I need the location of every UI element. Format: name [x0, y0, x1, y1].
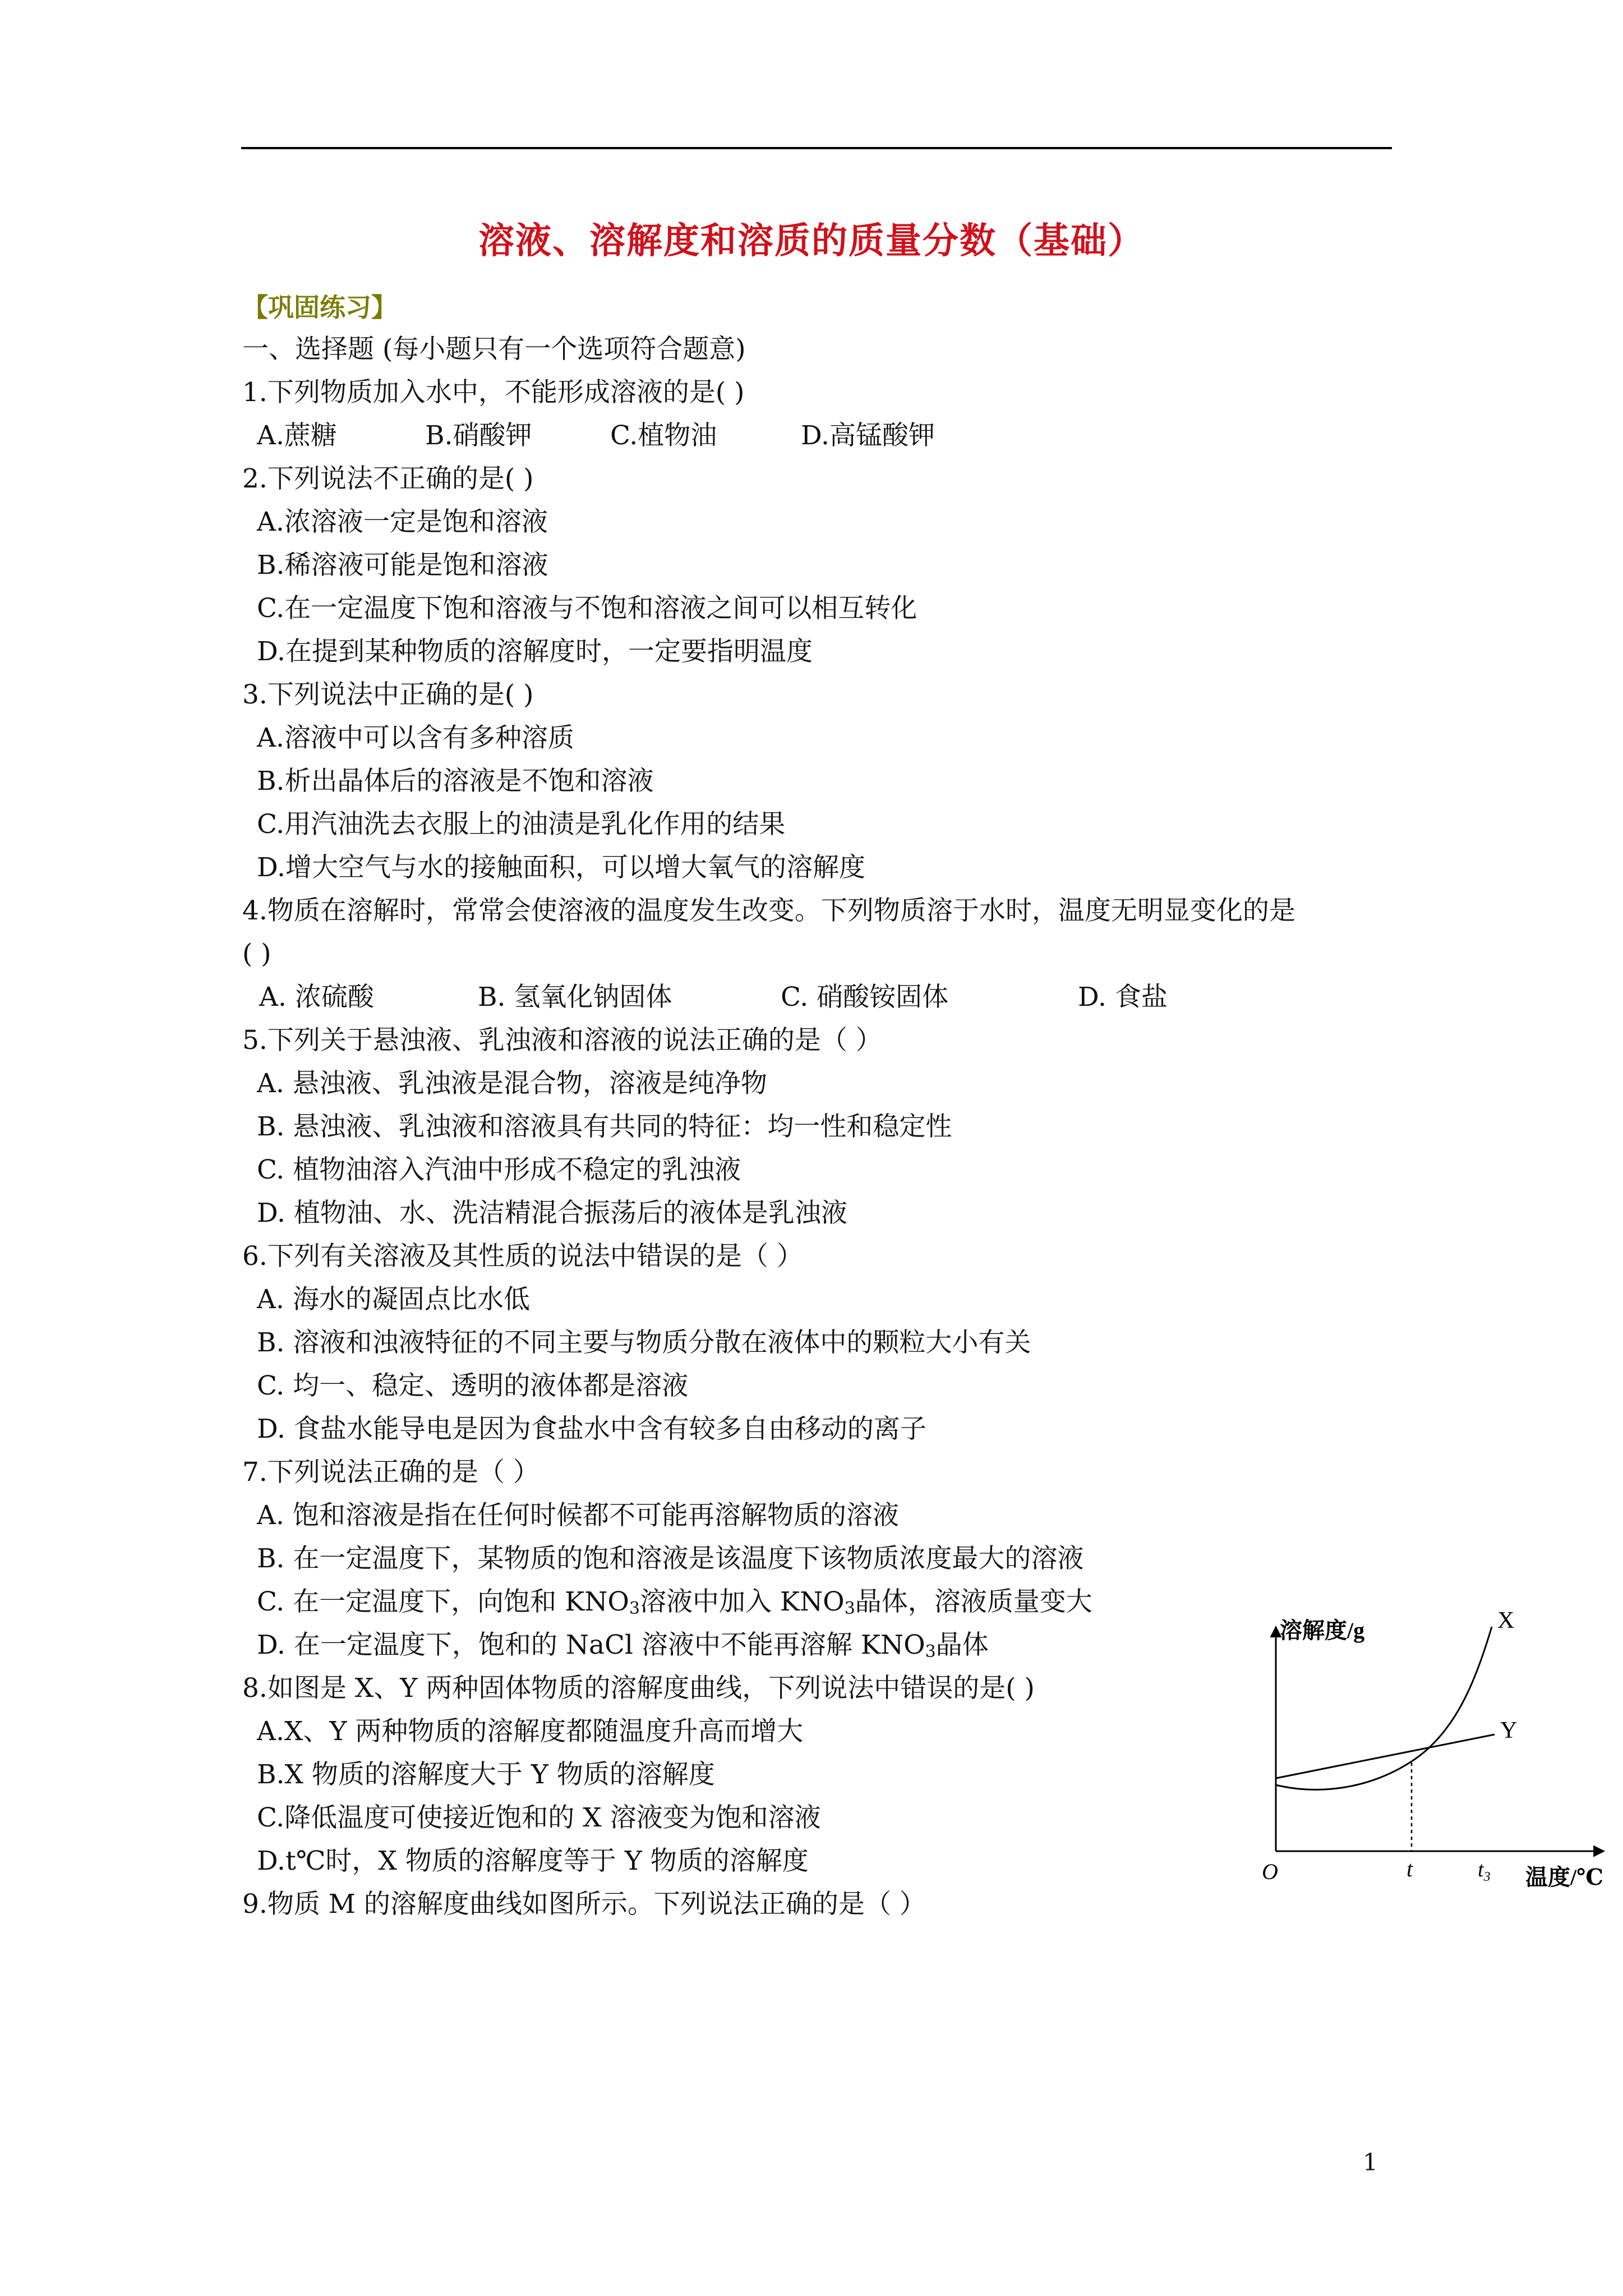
q2-option-d: D.在提到某种物质的溶解度时，一定要指明温度	[257, 636, 813, 667]
q6-option-a: A. 海水的凝固点比水低	[257, 1284, 530, 1315]
header-rule	[241, 147, 1392, 149]
solubility-curve-graph	[1251, 1604, 1610, 1896]
q6-stem: 6.下列有关溶液及其性质的说法中错误的是（ ）	[242, 1241, 803, 1272]
series-y-label: Y	[1500, 1718, 1518, 1743]
q1-option-b: B.硝酸钾	[425, 420, 532, 451]
q4-option-c: C. 硝酸铵固体	[781, 982, 949, 1013]
curve-y	[1276, 1734, 1495, 1778]
q7-option-c: C. 在一定温度下，向饱和 $KNO_3$溶液中加入 $KNO_3$晶体，溶液质量变大	[257, 1586, 1092, 1618]
q4-option-d: D. 食盐	[1078, 982, 1168, 1013]
q5-stem: 5.下列关于悬浊液、乳浊液和溶液的说法正确的是（ ）	[242, 1025, 882, 1056]
tick-t-label: t	[1407, 1856, 1413, 1881]
q8-option-c: C.降低温度可使接近饱和的 X 溶液变为饱和溶液	[257, 1802, 821, 1833]
q2-option-a: A.浓溶液一定是饱和溶液	[257, 507, 548, 537]
section-heading: 【巩固练习】	[242, 292, 397, 323]
page-number: 1	[1363, 2148, 1378, 2176]
q1-options	[242, 414, 1420, 457]
q1-option-a: A.蔗糖	[257, 420, 337, 451]
curve-x	[1276, 1627, 1492, 1789]
q6-option-c: C. 均一、稳定、透明的液体都是溶液	[257, 1370, 689, 1401]
q1-stem: 1.下列物质加入水中，不能形成溶液的是( )	[242, 377, 745, 408]
origin-label: O	[1262, 1859, 1278, 1884]
q8-option-a: A.X、Y 两种物质的溶解度都随温度升高而增大	[257, 1716, 804, 1747]
q7-stem: 7.下列说法正确的是（ ）	[242, 1457, 540, 1488]
q7-option-d: D. 在一定温度下，饱和的 NaCl 溶液中不能再溶解 $KNO_3$晶体	[257, 1630, 989, 1662]
q8-option-b: B.X 物质的溶解度大于 Y 物质的溶解度	[257, 1759, 715, 1790]
q2-option-b: B.稀溶液可能是饱和溶液	[257, 550, 548, 581]
q4-options	[242, 976, 1420, 1019]
q2-option-c: C.在一定温度下饱和溶液与不饱和溶液之间可以相互转化	[257, 593, 917, 624]
q4-option-a: A. 浓硫酸	[259, 982, 374, 1013]
q5-option-c: C. 植物油溶入汽油中形成不稳定的乳浊液	[257, 1154, 741, 1185]
y-axis-label: 溶解度/g	[1280, 1618, 1365, 1643]
tick-t3-label: $t_3$	[1478, 1858, 1491, 1884]
q8-option-d: D.t℃时，X 物质的溶解度等于 Y 物质的溶解度	[257, 1846, 809, 1876]
q3-option-b: B.析出晶体后的溶液是不饱和溶液	[257, 766, 654, 797]
x-axis-label: 温度/℃	[1525, 1865, 1604, 1890]
q5-option-b: B. 悬浊液、乳浊液和溶液具有共同的特征：均一性和稳定性	[257, 1111, 952, 1142]
intro-line: 一、选择题 (每小题只有一个选项符合题意)	[242, 334, 746, 365]
q4-option-b: B. 氢氧化钠固体	[478, 982, 672, 1013]
q7-option-b: B. 在一定温度下，某物质的饱和溶液是该温度下该物质浓度最大的溶液	[257, 1543, 1084, 1574]
q4-paren: ( )	[242, 938, 271, 969]
series-x-label: X	[1497, 1608, 1515, 1634]
q5-option-d: D. 植物油、水、洗洁精混合振荡后的液体是乳浊液	[257, 1198, 847, 1228]
q3-option-d: D.增大空气与水的接触面积，可以增大氧气的溶解度	[257, 852, 865, 883]
q3-option-a: A.溶液中可以含有多种溶质	[257, 723, 574, 753]
q3-stem: 3.下列说法中正确的是( )	[242, 679, 534, 710]
q7-option-a: A. 饱和溶液是指在任何时候都不可能再溶解物质的溶液	[257, 1500, 899, 1531]
q2-stem: 2.下列说法不正确的是( )	[242, 463, 534, 494]
q1-option-c: C.植物油	[610, 420, 717, 451]
q4-stem: 4.物质在溶解时，常常会使溶液的温度发生改变。下列物质溶于水时，温度无明显变化的是	[242, 895, 1295, 926]
q6-option-d: D. 食盐水能导电是因为食盐水中含有较多自由移动的离子	[257, 1414, 926, 1444]
q3-option-c: C.用汽油洗去衣服上的油渍是乳化作用的结果	[257, 809, 786, 840]
q9-stem: 9.物质 M 的溶解度曲线如图所示。下列说法正确的是（ ）	[242, 1889, 926, 1920]
question-list	[242, 328, 1420, 1926]
q1-option-d: D.高锰酸钾	[801, 420, 935, 451]
page-title: 溶液、溶解度和溶质的质量分数（基础）	[478, 220, 1145, 262]
q6-option-b: B. 溶液和浊液特征的不同主要与物质分散在液体中的颗粒大小有关	[257, 1327, 1031, 1358]
q8-stem: 8.如图是 X、Y 两种固体物质的溶解度曲线，下列说法中错误的是( )	[242, 1673, 1035, 1704]
q5-option-a: A. 悬浊液、乳浊液是混合物，溶液是纯净物	[257, 1068, 767, 1099]
